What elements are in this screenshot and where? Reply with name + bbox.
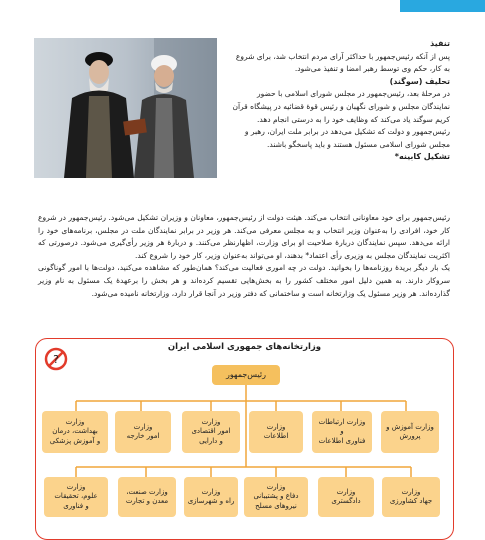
ministry-defense: وزارت دفاع و پشتیبانی نیروهای مسلح [244, 477, 308, 517]
ministry-health: وزارت بهداشت، درمان و آموزش پزشکی [42, 411, 108, 453]
intro-text [232, 38, 450, 164]
ministry-economy: وزارت امور اقتصادی و دارایی [182, 411, 240, 453]
paragraph-tanfiz: پس از آنکه رئیس‌جمهور با حداکثر آرای مردم انتخاب شد، برای شروع به کار، حکم وی توسط رهبر امضا و تنفیذ می‌شود. [235, 51, 450, 74]
leader-president-photo [34, 38, 217, 178]
ministry-intelligence: وزارت اطلاعات [249, 411, 303, 453]
heading-oath: تحلیف (سوگند) [389, 76, 450, 86]
ministry-education: وزارت آموزش و پرورش [381, 411, 439, 453]
ministries-chart [35, 338, 454, 540]
chart-title: وزارتخانه‌های جمهوری اسلامی ایران [167, 342, 322, 352]
ministry-foreign-affairs: وزارت امور خارجه [115, 411, 171, 453]
ministry-roads: وزارت راه و شهرسازی [184, 477, 238, 517]
paragraph-oath: در مرحلهٔ بعد، رئیس‌جمهور در مجلس شورای اسلامی با حضور نمایندگان مجلس و شورای نگهبان و رئیس قوهٔ قضائیه در پیشگاه قرآن کریم سوگند یاد می‌کند که وظایف خود را به درستی انجام دهد. رئیس‌جمهور و دولت که تشکیل می‌دهد در برابر ملت ایران، رهبر و مجلس شورای اسلامی مسئول هستند و باید پاسخگو باشند. [232, 89, 450, 149]
top-bar [0, 0, 485, 13]
ministry-science: وزارت علوم، تحقیقات و فناوری [44, 477, 108, 517]
president-box: رئیس‌جمهور [212, 365, 280, 385]
page-tab-marker [400, 0, 485, 12]
ministry-agriculture: وزارت جهاد کشاورزی [382, 477, 440, 517]
heading-tanfiz: تنفیذ [430, 39, 450, 48]
body-text [38, 212, 450, 300]
svg-text:?: ? [53, 353, 59, 366]
heading-cabinet: تشکیل کابینه* [394, 152, 450, 162]
ministry-industry: وزارت صنعت، معدن و تجارت [118, 477, 176, 517]
paragraph-ministries: یک بار دیگر بریدهٔ روزنامه‌ها را بخوانید. دولت در چه اموری فعالیت می‌کند؟ همان‌طور که مشاهده می‌کنید، دولت‌ها با امور گوناگونی سروکار دارند. به همین دلیل امور مختلف کشور را به بخش‌هایی تقسیم کرده‌اند و هر بخش را برعهدهٔ یک مسئول به نام وزیر گذارده‌اند. هر وزیر مسئول یک وزارتخانه است و ساختمانی که دفتر وزیر در آنجا قرار دارد، وزارتخانه نامیده می‌شود. [38, 263, 450, 298]
ministry-justice: وزارت دادگستری [318, 477, 374, 517]
ministry-ict: وزارت ارتباطات و فناوری اطلاعات [312, 411, 372, 453]
paragraph-cabinet: رئیس‌جمهور برای خود معاونانی انتخاب می‌کند. هیئت دولت از رئیس‌جمهور، معاونان و وزیران تشکیل می‌شود. رئیس‌جمهور در شروع کار خود، افرادی را به‌عنوان وزیر انتخاب و به مجلس معرفی می‌کند. هر وزیر در برابر نمایندگان ملت در مجلس، برنامه‌های خود را ارائه می‌دهد. سپس نمایندگان دربارهٔ صلاحیت او برای وزارت، اظهارنظر می‌کنند. و دربارهٔ هر وزیر رأی‌گیری می‌شود. درصورتی که اکثریت نمایندگان مجلس به وزیری رأی اعتماد* بدهند، او می‌تواند به‌عنوان وزیر، کار خود را شروع کند. [38, 213, 450, 260]
